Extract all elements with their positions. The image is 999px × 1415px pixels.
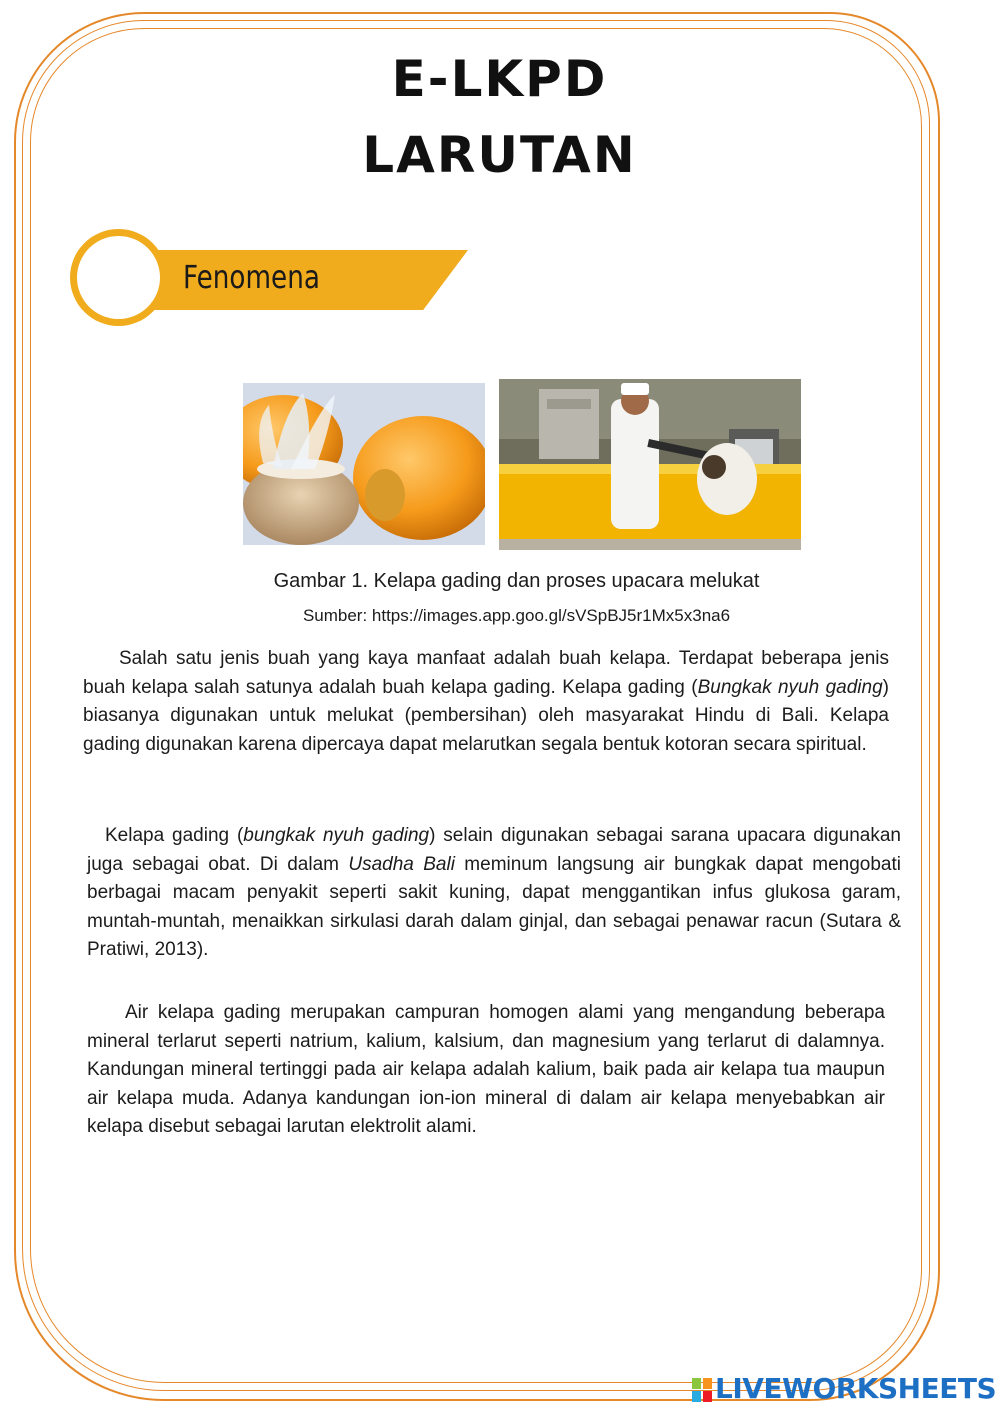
ceremony-illustration — [499, 379, 801, 550]
paragraph-text: ) biasanya digunakan untuk melukat (pembersihan) oleh masyarakat Hindu di Bali. Kelapa gading digunakan karena dipercaya dapat melarutkan segala bentuk kotoran secara spiritual. — [83, 676, 889, 755]
paragraph-text: Air kelapa gading merupakan campuran homogen alami yang mengandung beberapa mineral terlarut seperti natrium, kalium, kalsium, dan magnesium yang terlarut di dalamnya. Kandungan mineral tertinggi pada air kelapa adalah kalium, baik pada air kelapa tua maupun air kelapa muda. Adanya kandungan ion-ion mineral di dalam air kelapa menyebabkan air kelapa disebut sebagai larutan elektrolit alami. — [87, 1002, 885, 1137]
coconut-photo — [243, 383, 485, 545]
page-subtitle: LARUTAN — [362, 126, 637, 184]
paragraph-italic: Usadha Bali — [348, 853, 455, 875]
paragraph-text: Salah satu jenis buah yang kaya manfaat adalah buah kelapa. Terdapat beberapa jenis buah kelapa salah satunya adalah buah kelapa gading. Kelapa gading ( — [83, 648, 889, 698]
paragraph-2 — [87, 822, 901, 965]
liveworksheets-logo-icon — [692, 1378, 712, 1402]
coconut-illustration — [243, 383, 485, 545]
section-heading: Fenomena — [183, 258, 320, 296]
paragraph-italic: Bungkak nyuh gading — [697, 676, 883, 698]
paragraph-3 — [87, 999, 885, 1142]
ceremony-photo — [499, 379, 801, 550]
liveworksheets-brand[interactable]: LIVEWORKSHEETS — [715, 1372, 997, 1405]
paragraph-italic: bungkak nyuh gading — [243, 825, 430, 846]
banner-circle-center — [77, 236, 160, 319]
paragraph-text: meminum langsung air bungkak dapat mengobati berbagai macam penyakit seperti sakit kuning, dapat menggantikan infus glukosa garam, muntah-muntah, menaikkan sirkulasi darah dalam ginjal, dan sebagai penawar racun (Sutara & Pratiwi, 2013). — [87, 853, 901, 960]
paragraph-text: Kelapa gading ( — [105, 825, 244, 846]
figure-caption: Gambar 1. Kelapa gading dan proses upacara melukat — [273, 570, 760, 592]
figure-source: Sumber: https://images.app.goo.gl/sVSpBJ5r1Mx5x3na6 — [302, 606, 731, 625]
paragraph-text: ) selain digunakan sebagai sarana upacara digunakan juga sebagai obat. Di dalam — [87, 825, 901, 875]
paragraph-1 — [83, 645, 889, 759]
page-title: E-LKPD — [391, 50, 608, 108]
